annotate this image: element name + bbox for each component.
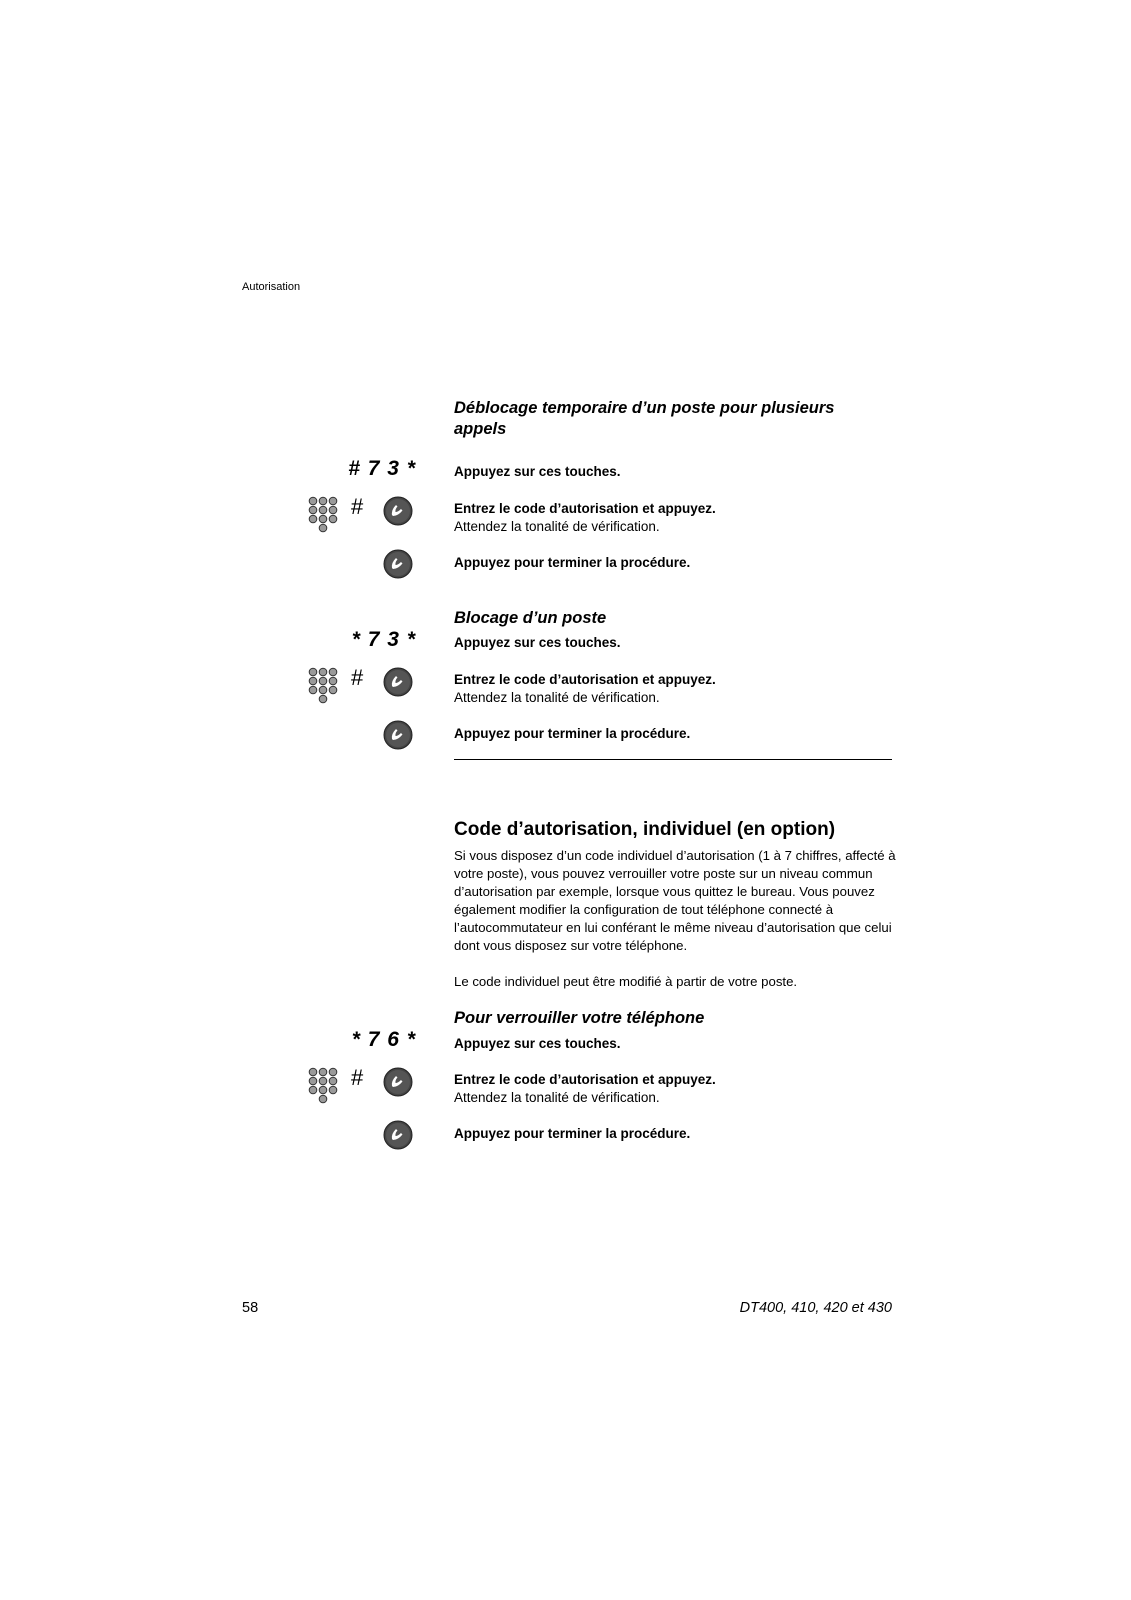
hash-key-icon: #	[351, 665, 364, 690]
handset-button-icon	[383, 720, 413, 750]
hash-key-icon: #	[351, 1065, 364, 1090]
section-paragraph-2: Le code individuel peut être modifié à partir de votre poste.	[454, 974, 798, 989]
block3-step3: Appuyez pour terminer la procédure.	[454, 1126, 691, 1141]
block2-step2: Entrez le code d’autorisation et appuyez.	[454, 672, 716, 687]
running-header: Autorisation	[242, 281, 301, 293]
block1-title-line1: Déblocage temporaire d’un poste pour plusieurs	[454, 399, 835, 417]
block2-title: Blocage d’un poste	[454, 609, 607, 627]
block1-step3: Appuyez pour terminer la procédure.	[454, 555, 691, 570]
handset-button-icon	[383, 549, 413, 579]
keypad-icon	[308, 1067, 340, 1109]
handset-button-icon	[383, 667, 413, 697]
handset-button-icon	[383, 1120, 413, 1150]
hash-key-icon: #	[351, 494, 364, 519]
block1-step2: Entrez le code d’autorisation et appuyez.	[454, 501, 716, 516]
section-paragraph-1: Si vous disposez d’un code individuel d’autorisation (1 à 7 chiffres, affecté à votre poste), vous pouvez verrouiller votre poste sur un niveau commun d’autorisation par exemple, lorsque vous quittez le bureau. Vous pouvez également modifier la configuration de tout téléphone connecté à l’autocommutateur en lui conférant le même niveau d’autorisation que celui dont vous disposez sur votre téléphone.	[454, 848, 896, 953]
handset-button-icon	[383, 1067, 413, 1097]
keypad-icon	[308, 496, 340, 538]
block2-step2-note: Attendez la tonalité de vérification.	[454, 690, 660, 705]
handset-button-icon	[383, 496, 413, 526]
block3-key-sequence: * 7 6 *	[351, 1028, 416, 1051]
block3-title: Pour verrouiller votre téléphone	[454, 1009, 705, 1027]
block1-step1: Appuyez sur ces touches.	[454, 464, 621, 479]
keypad-icon	[308, 667, 340, 709]
block1-key-sequence: # 7 3 *	[348, 457, 416, 480]
block2-step3: Appuyez pour terminer la procédure.	[454, 726, 691, 741]
section-divider	[454, 759, 892, 760]
block1-step2-note: Attendez la tonalité de vérification.	[454, 519, 660, 534]
block2-step1: Appuyez sur ces touches.	[454, 635, 621, 650]
model-name: DT400, 410, 420 et 430	[739, 1300, 892, 1316]
section-title: Code d’autorisation, individuel (en option)	[454, 819, 836, 840]
block3-step2-note: Attendez la tonalité de vérification.	[454, 1090, 660, 1105]
block1-title	[454, 398, 894, 440]
block2-key-sequence: * 7 3 *	[351, 628, 416, 651]
page-number: 58	[242, 1300, 259, 1316]
block1-title-line2: appels	[454, 420, 507, 438]
block3-step1: Appuyez sur ces touches.	[454, 1036, 621, 1051]
block3-step2: Entrez le code d’autorisation et appuyez.	[454, 1072, 716, 1087]
